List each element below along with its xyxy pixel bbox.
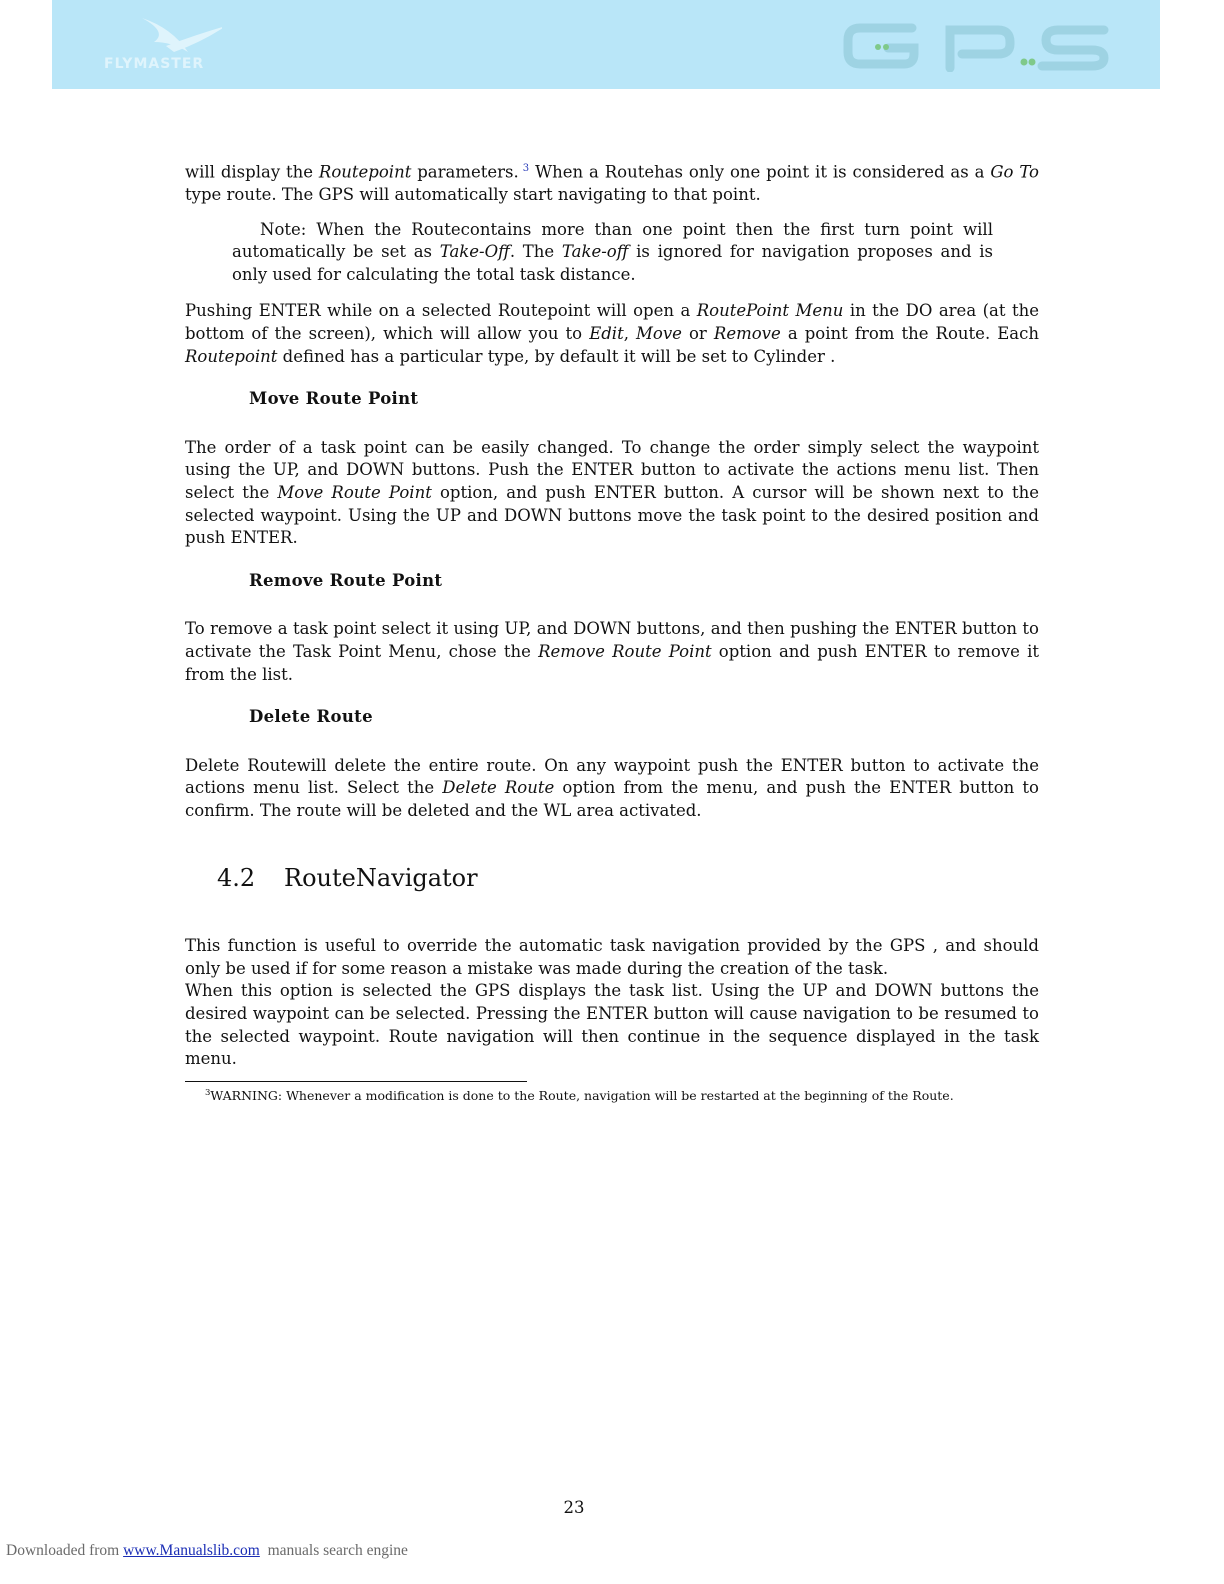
paragraph-navigator-purpose: This function is useful to override the automatic task navigation provided by the GPS , and should only be used if for some reason a mistake was made during the creation of the task. (185, 936, 1039, 978)
page-number: 23 (563, 1498, 585, 1517)
paragraph-delete-route: Delete Routewill delete the entire route. On any waypoint push the ENTER button to activate the actions menu list. Select the Delete Route option from the menu, and push the ENTER button to confirm. The route will be deleted and the WL area activated. (185, 755, 1039, 820)
heading-move-route-point: Move Route Point (249, 389, 419, 409)
paragraph-navigator-usage: When this option is selected the GPS displays the task list. Using the UP and DOWN buttons the desired waypoint can be selected. Pressing the ENTER button will cause navigation to be resumed to the selected waypoint. Route navigation will then continue in the sequence displayed in the task menu. (185, 981, 1039, 1069)
footnote: $^3$WARNING: Whenever a modification is done to the Route, navigation will be restarted at the beginning of the Route. (205, 1087, 954, 1103)
paragraph-move-route-point: The order of a task point can be easily changed. To change the order simply select the waypoint using the UP, and DOWN buttons. Push the ENTER button to activate the actions menu list. Then select the Move Route Point option, and push ENTER button. A cursor will be shown next to the selected waypoint. Using the UP and DOWN buttons move the task point to the desired position and push ENTER. (185, 437, 1039, 548)
footnote-reference[interactable]: 3 (522, 163, 530, 174)
header-banner (52, 0, 1160, 89)
heading-delete-route: Delete Route (249, 707, 373, 727)
footnote-mark: 3 (205, 1087, 211, 1098)
note-paragraph: Note: When the Routecontains more than one point then the first turn point will automatically be set as Take-Off. The Take-off is ignored for navigation proposes and is only used for calculating the total task distance. (232, 219, 993, 284)
gps-logo-icon (842, 20, 1112, 72)
section-heading-route-navigator (185, 863, 1039, 892)
paragraph-routepoint-menu: Pushing ENTER while on a selected Routepoint will open a RoutePoint Menu in the DO area (at the bottom of the screen), which will allow you to Edit, Move or Remove a point from the Route. Each Routepoint defined has a particular type, by default it will be set to Cylinder . (185, 301, 1039, 366)
paragraph-remove-route-point: To remove a task point select it using UP, and DOWN buttons, and then pushing the ENTER button to activate the Task Point Menu, chose the Remove Route Point option and push ENTER to remove it from the list. (185, 619, 1040, 684)
section-number: 4.2 (217, 863, 256, 892)
paragraph-routepoint-display: will display the Routepoint parameters. $^3$ When a Routehas only one point it is considered as a Go To type route. The GPS will automatically start navigating to that point. (185, 162, 1039, 205)
heading-remove-route-point: Remove Route Point (249, 570, 443, 590)
brand-name: FLYMASTER (104, 56, 205, 72)
page-content (185, 158, 1039, 1105)
section-title: RouteNavigator (284, 863, 478, 892)
manualslib-link[interactable]: www.Manualslib.com (123, 1542, 260, 1559)
footnote-divider (185, 1081, 527, 1082)
download-footer: Downloaded from www.Manualslib.com manuals search engine (6, 1542, 408, 1559)
